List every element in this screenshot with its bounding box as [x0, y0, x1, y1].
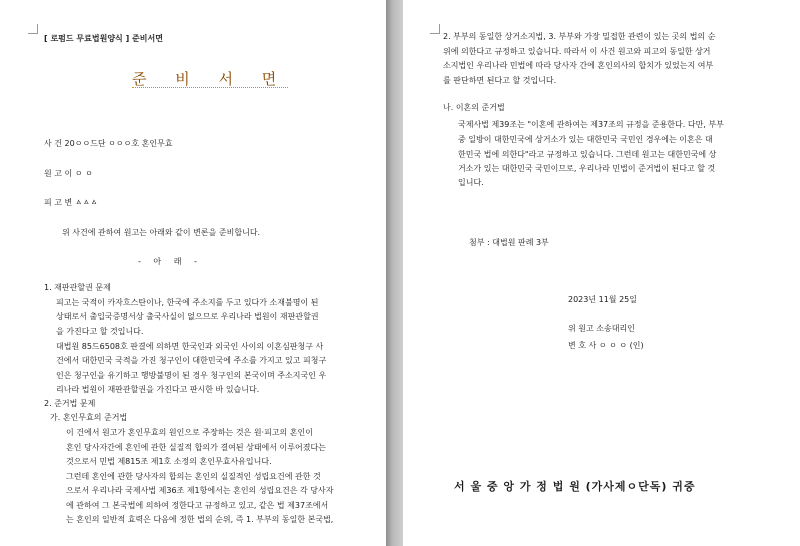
representative-label: 위 원고 소송대리인 [568, 324, 635, 333]
section-1-line: 대법원 85드6508호 판결에 의하면 한국인과 외국인 사이의 이혼심판청구 사 [56, 342, 324, 351]
subsection-b-line: 한민국 법에 의한다"라고 규정하고 있습니다. 그런데 원고는 대한민국에 상 [458, 150, 717, 159]
document-page-right [403, 0, 800, 546]
below-label: - 아 래 - [138, 257, 202, 266]
continued-line: 위에 의한다고 규정하고 있습니다. 따라서 이 사건 원고와 피고의 동일한 상거 [443, 47, 711, 56]
document-page-left [0, 0, 386, 546]
case-line: 사 건 20ㅇㅇ드단 ㅇㅇㅇ호 혼인무효 [44, 139, 173, 148]
date-line: 2023년 11월 25일 [568, 295, 637, 304]
section-2-line: 는 혼인의 일반적 효력은 다음에 정한 법의 순위, 즉 1. 부부의 동일한 본국법, [66, 515, 334, 524]
section-1-line: 을 가진다고 할 것입니다. [56, 327, 144, 336]
continued-line: 를 판단하면 된다고 할 것입니다. [443, 76, 557, 85]
continued-line: 2. 부부의 동일한 상거소지법, 3. 부부와 가장 밀접한 관련이 있는 곳의 법의 순 [443, 32, 716, 41]
section-1-line: 인은 청구인을 유기하고 행방불명이 된 경우 청구인의 본국이며 주소지국인 우 [56, 371, 327, 380]
section-1-line: 리나라 법원이 재판관할권을 가진다고 판시한 바 있습니다. [56, 385, 260, 394]
section-2-title: 2. 준거법 문제 [44, 399, 96, 408]
subsection-b-line: 중 일방이 대한민국에 상거소가 있는 대한민국 국민인 경우에는 이혼은 대 [458, 135, 713, 144]
section-1-title: 1. 재판관할권 문제 [44, 283, 111, 292]
section-2-line: 혼인 당사자간에 혼인에 관한 실질적 합의가 결여된 상태에서 이루어졌다는 [66, 443, 326, 452]
subsection-b-line: 거소가 있는 대한민국 국민이므로, 우리나라 민법이 준거법이 된다고 할 것 [458, 164, 716, 173]
header-tag: [ 로펌드 무료법원양식 ] 준비서면 [44, 34, 163, 43]
document-title: 준 비 서 면 [132, 70, 289, 88]
lawyer-signature-line: 변 호 사 ㅇ ㅇ ㅇ (인) [568, 341, 644, 350]
section-2-line: 것으로서 민법 제815조 제1호 소정의 혼인무효사유입니다. [66, 457, 272, 466]
section-1-line: 피고는 국적이 카자흐스탄이나, 한국에 주소지를 두고 있다가 소재불명이 된 [56, 298, 319, 307]
court-addressee: 서 울 중 앙 가 정 법 원 (가사제ㅇ단독) 귀중 [454, 480, 696, 493]
section-1-line: 건에서 대한민국 국적을 가진 청구인이 대한민국에 주소를 가지고 있고 피청구 [56, 356, 327, 365]
subsection-b-line: 국제사법 제39조는 "이혼에 관하여는 제37조의 규정을 준용한다. 다만, 부부 [458, 120, 724, 129]
continued-line: 소지법인 우리나라 민법에 따라 당사자 간에 혼인의사의 합치가 있었는지 여부 [443, 61, 714, 70]
plaintiff-line: 원 고 이 ㅇ ㅇ [44, 169, 93, 178]
section-2-line: 에 관하여 그 본국법에 의하여 정한다고 규정하고 있고, 같은 법 제37조에서 [66, 501, 329, 510]
subsection-b-line: 입니다. [458, 178, 484, 187]
section-2-line: 으로서 우리나라 국제사법 제36조 제1항에서는 혼인의 성립요건은 각 당사자 [66, 486, 334, 495]
subsection-b-title: 나. 이혼의 준거법 [443, 103, 505, 112]
section-1-line: 상태로서 출입국증명서상 출국사실이 없으므로 우리나라 법원이 재판관할권 [56, 312, 319, 321]
margin-corner-mark [430, 24, 440, 34]
section-2-subtitle: 가. 혼인무효의 준거법 [50, 413, 128, 422]
section-2-line: 그런데 혼인에 관한 당사자의 합의는 혼인의 실질적인 성립요건에 관한 것 [66, 472, 321, 481]
attachment-line: 첨부 : 대법원 판례 3부 [469, 238, 549, 247]
page-gap [386, 0, 403, 546]
defendant-line: 피 고 변 ㅿㅿㅿ [44, 198, 98, 207]
intro-sentence: 위 사건에 관하여 원고는 아래와 같이 변론을 준비합니다. [62, 228, 261, 237]
section-2-line: 이 건에서 원고가 혼인무효의 원인으로 주장하는 것은 원·피고의 혼인이 [66, 428, 313, 437]
margin-corner-mark [28, 24, 38, 34]
